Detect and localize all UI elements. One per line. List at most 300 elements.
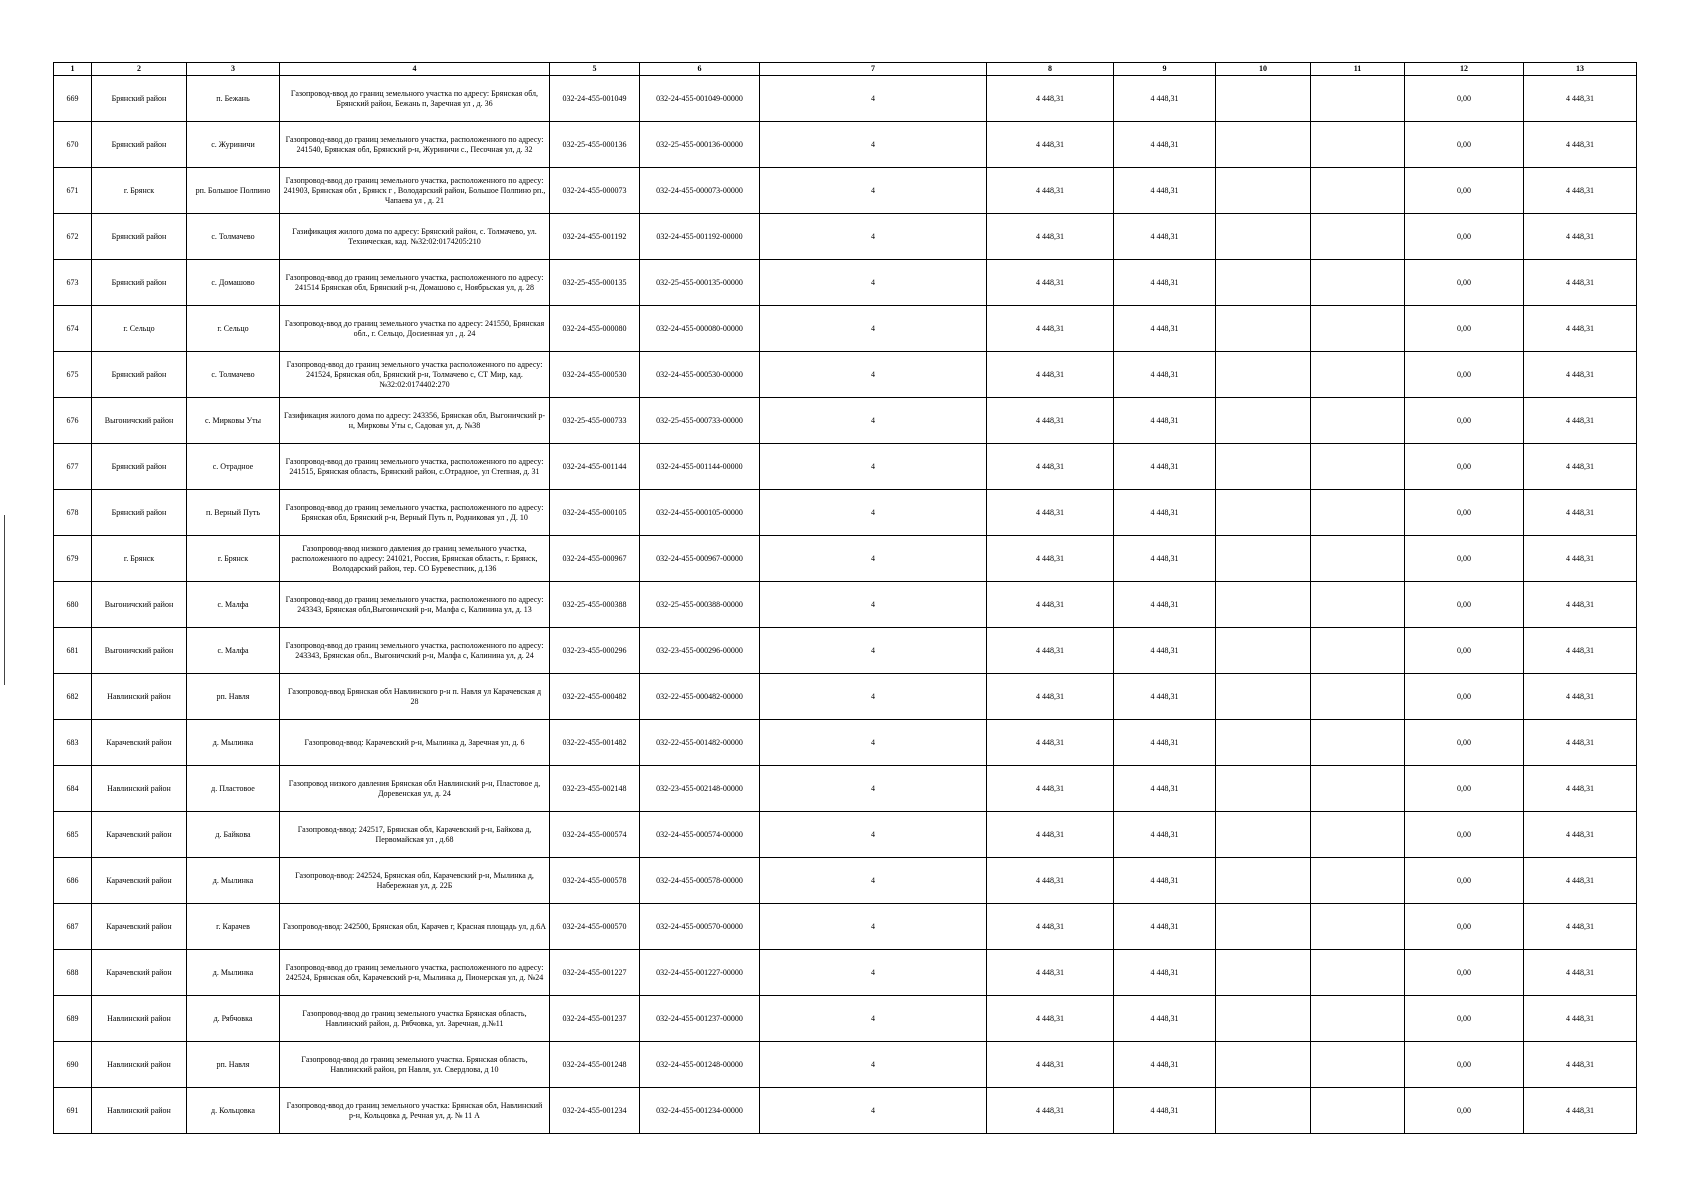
column-11-cell [1311,674,1405,720]
column-11-cell [1311,766,1405,812]
object-code-cell: 032-24-455-001234 [550,1088,640,1134]
object-code-cell: 032-24-455-001192 [550,214,640,260]
inventory-code-cell: 032-24-455-001234-00000 [640,1088,760,1134]
inventory-code-cell: 032-25-455-000388-00000 [640,582,760,628]
table-row [54,536,1637,582]
inventory-code-cell: 032-24-455-001248-00000 [640,1042,760,1088]
column-9-value-cell: 4 448,31 [1114,904,1216,950]
object-code-cell: 032-24-455-001227 [550,950,640,996]
district-cell: Выгоничский район [92,582,187,628]
district-cell: Брянский район [92,352,187,398]
row-number-cell: 689 [54,996,92,1042]
column-13-value-cell: 4 448,31 [1524,352,1637,398]
column-12-value-cell: 0,00 [1405,444,1524,490]
column-7-cell: 4 [760,996,987,1042]
district-cell: г. Сельцо [92,306,187,352]
table-row [54,306,1637,352]
object-description-cell: Газопровод-ввод низкого давления до границ земельного участка, расположенного по адресу: 241021, Россия, Брянская область, г. Брянск, Володарский район, тер. СО Буревестник, д.136 [280,536,550,582]
object-description-cell: Газопровод-ввод до границ земельного участка по адресу: 241550, Брянская обл., г. Сельцо, Досиенная ул , д. 24 [280,306,550,352]
column-7-cell: 4 [760,674,987,720]
column-9-value-cell: 4 448,31 [1114,536,1216,582]
object-description-cell: Газопровод-ввод до границ земельного участка, расположенного по адресу: 241903, Брянская обл , Брянск г , Володарский район, Большое Полпино рп., Чапаева ул , д. 21 [280,168,550,214]
object-description-cell: Газопровод-ввод Брянская обл Навлинского р-н п. Навля ул Карачевская д 28 [280,674,550,720]
column-7-cell: 4 [760,950,987,996]
column-13-value-cell: 4 448,31 [1524,306,1637,352]
row-number-cell: 685 [54,812,92,858]
column-9-value-cell: 4 448,31 [1114,398,1216,444]
header-cell: 10 [1216,63,1311,76]
column-8-value-cell: 4 448,31 [987,214,1114,260]
locality-cell: г. Сельцо [187,306,280,352]
column-9-value-cell: 4 448,31 [1114,1042,1216,1088]
row-number-cell: 686 [54,858,92,904]
table-row [54,950,1637,996]
inventory-code-cell: 032-24-455-000570-00000 [640,904,760,950]
column-13-value-cell: 4 448,31 [1524,1042,1637,1088]
column-9-value-cell: 4 448,31 [1114,1088,1216,1134]
column-8-value-cell: 4 448,31 [987,904,1114,950]
column-7-cell: 4 [760,490,987,536]
row-number-cell: 671 [54,168,92,214]
object-code-cell: 032-22-455-001482 [550,720,640,766]
column-12-value-cell: 0,00 [1405,1088,1524,1134]
column-7-cell: 4 [760,76,987,122]
row-number-cell: 687 [54,904,92,950]
column-9-value-cell: 4 448,31 [1114,720,1216,766]
column-8-value-cell: 4 448,31 [987,168,1114,214]
locality-cell: г. Карачев [187,904,280,950]
column-11-cell [1311,904,1405,950]
locality-cell: с. Мирковы Уты [187,398,280,444]
column-8-value-cell: 4 448,31 [987,260,1114,306]
row-number-cell: 675 [54,352,92,398]
table-row [54,76,1637,122]
column-8-value-cell: 4 448,31 [987,674,1114,720]
locality-cell: д. Байкова [187,812,280,858]
column-12-value-cell: 0,00 [1405,674,1524,720]
header-cell: 2 [92,63,187,76]
column-7-cell: 4 [760,812,987,858]
locality-cell: с. Домашово [187,260,280,306]
column-12-value-cell: 0,00 [1405,950,1524,996]
column-13-value-cell: 4 448,31 [1524,444,1637,490]
column-8-value-cell: 4 448,31 [987,352,1114,398]
column-10-cell [1216,720,1311,766]
district-cell: Брянский район [92,122,187,168]
table-row [54,1042,1637,1088]
header-cell: 5 [550,63,640,76]
column-10-cell [1216,398,1311,444]
object-code-cell: 032-24-455-000967 [550,536,640,582]
column-13-value-cell: 4 448,31 [1524,628,1637,674]
object-description-cell: Газопровод-ввод до границ земельного участка, расположенного по адресу: 241514 Брянская обл, Брянский р-н, Домашово с, Ноябрьская ул, д. 28 [280,260,550,306]
object-description-cell: Газификация жилого дома по адресу: 243356, Брянская обл, Выгоничский р-н, Мирковы Уты с, Садовая ул, д. №38 [280,398,550,444]
column-9-value-cell: 4 448,31 [1114,674,1216,720]
district-cell: Брянский район [92,214,187,260]
header-cell: 6 [640,63,760,76]
row-number-cell: 679 [54,536,92,582]
object-code-cell: 032-24-455-000073 [550,168,640,214]
column-7-cell: 4 [760,904,987,950]
table-row [54,260,1637,306]
district-cell: Брянский район [92,260,187,306]
table-row [54,122,1637,168]
table-row [54,490,1637,536]
inventory-code-cell: 032-24-455-001192-00000 [640,214,760,260]
object-code-cell: 032-24-455-000080 [550,306,640,352]
column-12-value-cell: 0,00 [1405,812,1524,858]
table-row [54,812,1637,858]
column-13-value-cell: 4 448,31 [1524,536,1637,582]
locality-cell: д. Мылинка [187,858,280,904]
district-cell: Карачевский район [92,950,187,996]
locality-cell: с. Толмачево [187,352,280,398]
inventory-code-cell: 032-24-455-000530-00000 [640,352,760,398]
column-9-value-cell: 4 448,31 [1114,812,1216,858]
locality-cell: рп. Большое Полпино [187,168,280,214]
object-description-cell: Газопровод-ввод до границ земельного участка, расположенного по адресу: 242524, Брянская обл, Карачевский р-н, Мылинка д, Пионерская ул, д. №24 [280,950,550,996]
column-12-value-cell: 0,00 [1405,766,1524,812]
locality-cell: с. Малфа [187,628,280,674]
row-number-cell: 682 [54,674,92,720]
column-9-value-cell: 4 448,31 [1114,122,1216,168]
column-12-value-cell: 0,00 [1405,260,1524,306]
column-9-value-cell: 4 448,31 [1114,766,1216,812]
column-11-cell [1311,720,1405,766]
table-row [54,352,1637,398]
header-cell: 11 [1311,63,1405,76]
column-13-value-cell: 4 448,31 [1524,950,1637,996]
column-9-value-cell: 4 448,31 [1114,950,1216,996]
object-description-cell: Газопровод-ввод: 242524, Брянская обл, Карачевский р-н, Мылинка д, Набережная ул, д. 22Б [280,858,550,904]
column-11-cell [1311,306,1405,352]
object-description-cell: Газопровод низкого давления Брянская обл Навлинский р-н, Пластовое д, Доревенская ул, д. 24 [280,766,550,812]
table-body [54,63,1637,1134]
object-code-cell: 032-25-455-000388 [550,582,640,628]
district-cell: Карачевский район [92,904,187,950]
header-cell: 1 [54,63,92,76]
district-cell: г. Брянск [92,536,187,582]
table-row [54,398,1637,444]
inventory-code-cell: 032-24-455-000073-00000 [640,168,760,214]
inventory-code-cell: 032-24-455-000080-00000 [640,306,760,352]
column-13-value-cell: 4 448,31 [1524,122,1637,168]
column-10-cell [1216,674,1311,720]
table-row [54,582,1637,628]
district-cell: Навлинский район [92,766,187,812]
object-code-cell: 032-24-455-000570 [550,904,640,950]
column-7-cell: 4 [760,766,987,812]
column-9-value-cell: 4 448,31 [1114,444,1216,490]
column-12-value-cell: 0,00 [1405,904,1524,950]
column-8-value-cell: 4 448,31 [987,720,1114,766]
table-row [54,674,1637,720]
column-7-cell: 4 [760,306,987,352]
column-12-value-cell: 0,00 [1405,1042,1524,1088]
row-number-cell: 674 [54,306,92,352]
locality-cell: д. Рябчовка [187,996,280,1042]
object-description-cell: Газопровод-ввод до границ земельного участка по адресу: Брянская обл, Брянский район, Бежань п, Заречная ул , д. 36 [280,76,550,122]
object-code-cell: 032-24-455-001144 [550,444,640,490]
object-description-cell: Газификация жилого дома по адресу: Брянский район, с. Толмачево, ул. Техническая, кад. №32:02:0174205:210 [280,214,550,260]
column-10-cell [1216,812,1311,858]
column-13-value-cell: 4 448,31 [1524,214,1637,260]
object-code-cell: 032-22-455-000482 [550,674,640,720]
column-8-value-cell: 4 448,31 [987,398,1114,444]
inventory-code-cell: 032-24-455-000574-00000 [640,812,760,858]
column-10-cell [1216,76,1311,122]
column-9-value-cell: 4 448,31 [1114,858,1216,904]
column-9-value-cell: 4 448,31 [1114,582,1216,628]
object-code-cell: 032-23-455-002148 [550,766,640,812]
district-cell: Брянский район [92,76,187,122]
column-9-value-cell: 4 448,31 [1114,490,1216,536]
header-cell: 7 [760,63,987,76]
inventory-code-cell: 032-22-455-000482-00000 [640,674,760,720]
object-description-cell: Газопровод-ввод: 242517, Брянская обл, Карачевский р-н, Байкова д, Первомайская ул , д.68 [280,812,550,858]
locality-cell: с. Толмачево [187,214,280,260]
column-10-cell [1216,306,1311,352]
inventory-code-cell: 032-24-455-001237-00000 [640,996,760,1042]
object-code-cell: 032-24-455-001248 [550,1042,640,1088]
object-code-cell: 032-25-455-000733 [550,398,640,444]
locality-cell: п. Бежань [187,76,280,122]
column-9-value-cell: 4 448,31 [1114,352,1216,398]
inventory-code-cell: 032-24-455-000105-00000 [640,490,760,536]
row-number-cell: 681 [54,628,92,674]
table-row [54,214,1637,260]
column-10-cell [1216,490,1311,536]
object-description-cell: Газопровод-ввод до границ земельного участка, расположенного по адресу: Брянская обл, Брянский р-н, Верный Путь п, Родниковая ул , Д. 10 [280,490,550,536]
column-13-value-cell: 4 448,31 [1524,168,1637,214]
column-10-cell [1216,444,1311,490]
column-13-value-cell: 4 448,31 [1524,720,1637,766]
column-11-cell [1311,444,1405,490]
column-8-value-cell: 4 448,31 [987,1042,1114,1088]
header-cell: 8 [987,63,1114,76]
district-cell: Карачевский район [92,858,187,904]
column-10-cell [1216,904,1311,950]
column-7-cell: 4 [760,352,987,398]
left-margin-mark [4,515,5,685]
column-7-cell: 4 [760,444,987,490]
table-row [54,444,1637,490]
object-description-cell: Газопровод-ввод до границ земельного участка, расположенного по адресу: 243343, Брянская обл,Выгоничский р-н, Малфа с, Калинина ул, д. 13 [280,582,550,628]
inventory-code-cell: 032-25-455-000135-00000 [640,260,760,306]
header-cell: 13 [1524,63,1637,76]
inventory-code-cell: 032-23-455-000296-00000 [640,628,760,674]
column-11-cell [1311,950,1405,996]
column-8-value-cell: 4 448,31 [987,490,1114,536]
district-cell: Навлинский район [92,1042,187,1088]
table-row [54,168,1637,214]
column-11-cell [1311,536,1405,582]
column-7-cell: 4 [760,122,987,168]
column-8-value-cell: 4 448,31 [987,996,1114,1042]
column-12-value-cell: 0,00 [1405,306,1524,352]
locality-cell: рп. Навля [187,1042,280,1088]
locality-cell: д. Мылинка [187,720,280,766]
column-11-cell [1311,582,1405,628]
column-13-value-cell: 4 448,31 [1524,766,1637,812]
column-8-value-cell: 4 448,31 [987,444,1114,490]
column-12-value-cell: 0,00 [1405,352,1524,398]
column-12-value-cell: 0,00 [1405,122,1524,168]
column-8-value-cell: 4 448,31 [987,950,1114,996]
object-description-cell: Газопровод-ввод до границ земельного участка. Брянская область, Навлинский район, рп Навля, ул. Свердлова, д 10 [280,1042,550,1088]
inventory-code-cell: 032-24-455-001227-00000 [640,950,760,996]
column-13-value-cell: 4 448,31 [1524,490,1637,536]
column-12-value-cell: 0,00 [1405,490,1524,536]
inventory-code-cell: 032-23-455-002148-00000 [640,766,760,812]
column-9-value-cell: 4 448,31 [1114,76,1216,122]
column-7-cell: 4 [760,628,987,674]
column-13-value-cell: 4 448,31 [1524,582,1637,628]
column-11-cell [1311,1088,1405,1134]
column-9-value-cell: 4 448,31 [1114,996,1216,1042]
column-9-value-cell: 4 448,31 [1114,260,1216,306]
header-cell: 9 [1114,63,1216,76]
column-12-value-cell: 0,00 [1405,720,1524,766]
column-8-value-cell: 4 448,31 [987,122,1114,168]
header-cell: 12 [1405,63,1524,76]
column-12-value-cell: 0,00 [1405,628,1524,674]
column-10-cell [1216,950,1311,996]
column-10-cell [1216,628,1311,674]
object-description-cell: Газопровод-ввод до границ земельного участка расположенного по адресу: 241524, Брянская обл, Брянский р-н, Толмачево с, СТ Мир, кад. №32:02:0174402:270 [280,352,550,398]
column-12-value-cell: 0,00 [1405,398,1524,444]
header-row [54,63,1637,76]
column-10-cell [1216,1088,1311,1134]
column-11-cell [1311,1042,1405,1088]
object-description-cell: Газопровод-ввод до границ земельного участка, расположенного по адресу: 241540, Брянская обл, Брянский р-н, Журиничи с., Песочная ул, д. 32 [280,122,550,168]
object-description-cell: Газопровод-ввод до границ земельного участка, расположенного по адресу: 243343, Брянская обл., Выгоничский р-н, Малфа с, Калинина ул, д. 24 [280,628,550,674]
row-number-cell: 670 [54,122,92,168]
row-number-cell: 672 [54,214,92,260]
column-13-value-cell: 4 448,31 [1524,76,1637,122]
column-13-value-cell: 4 448,31 [1524,398,1637,444]
column-10-cell [1216,352,1311,398]
column-11-cell [1311,996,1405,1042]
column-9-value-cell: 4 448,31 [1114,306,1216,352]
column-11-cell [1311,398,1405,444]
column-10-cell [1216,1042,1311,1088]
locality-cell: д. Пластовое [187,766,280,812]
row-number-cell: 678 [54,490,92,536]
column-7-cell: 4 [760,398,987,444]
object-code-cell: 032-24-455-000530 [550,352,640,398]
district-cell: Навлинский район [92,1088,187,1134]
column-12-value-cell: 0,00 [1405,858,1524,904]
column-13-value-cell: 4 448,31 [1524,904,1637,950]
column-7-cell: 4 [760,536,987,582]
table-row [54,766,1637,812]
column-8-value-cell: 4 448,31 [987,582,1114,628]
locality-cell: п. Верный Путь [187,490,280,536]
object-description-cell: Газопровод-ввод до границ земельного участка Брянская область, Навлинский район, д. Рябчовка, ул. Заречная, д.№11 [280,996,550,1042]
table-row [54,1088,1637,1134]
column-12-value-cell: 0,00 [1405,996,1524,1042]
inventory-code-cell: 032-25-455-000733-00000 [640,398,760,444]
locality-cell: с. Отрадное [187,444,280,490]
column-9-value-cell: 4 448,31 [1114,214,1216,260]
locality-cell: г. Брянск [187,536,280,582]
object-code-cell: 032-24-455-000578 [550,858,640,904]
column-8-value-cell: 4 448,31 [987,812,1114,858]
object-code-cell: 032-23-455-000296 [550,628,640,674]
table-row [54,628,1637,674]
district-cell: Навлинский район [92,674,187,720]
row-number-cell: 669 [54,76,92,122]
column-8-value-cell: 4 448,31 [987,536,1114,582]
object-code-cell: 032-24-455-001237 [550,996,640,1042]
district-cell: Выгоничский район [92,398,187,444]
row-number-cell: 676 [54,398,92,444]
column-8-value-cell: 4 448,31 [987,766,1114,812]
inventory-code-cell: 032-24-455-001144-00000 [640,444,760,490]
column-10-cell [1216,858,1311,904]
row-number-cell: 677 [54,444,92,490]
object-code-cell: 032-25-455-000136 [550,122,640,168]
object-code-cell: 032-24-455-000574 [550,812,640,858]
row-number-cell: 691 [54,1088,92,1134]
column-11-cell [1311,214,1405,260]
column-11-cell [1311,812,1405,858]
table-row [54,858,1637,904]
document-sheet [53,62,1636,1134]
row-number-cell: 688 [54,950,92,996]
column-11-cell [1311,858,1405,904]
district-cell: Выгоничский район [92,628,187,674]
column-8-value-cell: 4 448,31 [987,628,1114,674]
column-11-cell [1311,76,1405,122]
row-number-cell: 690 [54,1042,92,1088]
column-13-value-cell: 4 448,31 [1524,260,1637,306]
object-description-cell: Газопровод-ввод до границ земельного участка, расположенного по адресу: 241515, Брянская область, Брянский район, с.Отрадное, ул Степная, д. 31 [280,444,550,490]
object-description-cell: Газопровод-ввод: 242500, Брянская обл, Карачев г, Красная площадь ул, д.6А [280,904,550,950]
column-10-cell [1216,766,1311,812]
table-row [54,720,1637,766]
column-11-cell [1311,122,1405,168]
column-8-value-cell: 4 448,31 [987,306,1114,352]
inventory-code-cell: 032-24-455-000578-00000 [640,858,760,904]
column-7-cell: 4 [760,720,987,766]
column-12-value-cell: 0,00 [1405,76,1524,122]
district-cell: Навлинский район [92,996,187,1042]
column-10-cell [1216,168,1311,214]
column-7-cell: 4 [760,1088,987,1134]
locality-cell: с. Журиничи [187,122,280,168]
column-13-value-cell: 4 448,31 [1524,812,1637,858]
district-cell: г. Брянск [92,168,187,214]
column-8-value-cell: 4 448,31 [987,858,1114,904]
column-13-value-cell: 4 448,31 [1524,996,1637,1042]
locality-cell: д. Кольцовка [187,1088,280,1134]
object-code-cell: 032-24-455-001049 [550,76,640,122]
object-description-cell: Газопровод-ввод до границ земельного участка: Брянская обл, Навлинский р-н, Кольцовка д, Речная ул, д. № 11 А [280,1088,550,1134]
inventory-code-cell: 032-24-455-001049-00000 [640,76,760,122]
row-number-cell: 673 [54,260,92,306]
column-12-value-cell: 0,00 [1405,168,1524,214]
header-cell: 4 [280,63,550,76]
district-cell: Карачевский район [92,720,187,766]
district-cell: Брянский район [92,444,187,490]
locality-cell: рп. Навля [187,674,280,720]
column-7-cell: 4 [760,582,987,628]
column-7-cell: 4 [760,858,987,904]
district-cell: Брянский район [92,490,187,536]
column-13-value-cell: 4 448,31 [1524,1088,1637,1134]
